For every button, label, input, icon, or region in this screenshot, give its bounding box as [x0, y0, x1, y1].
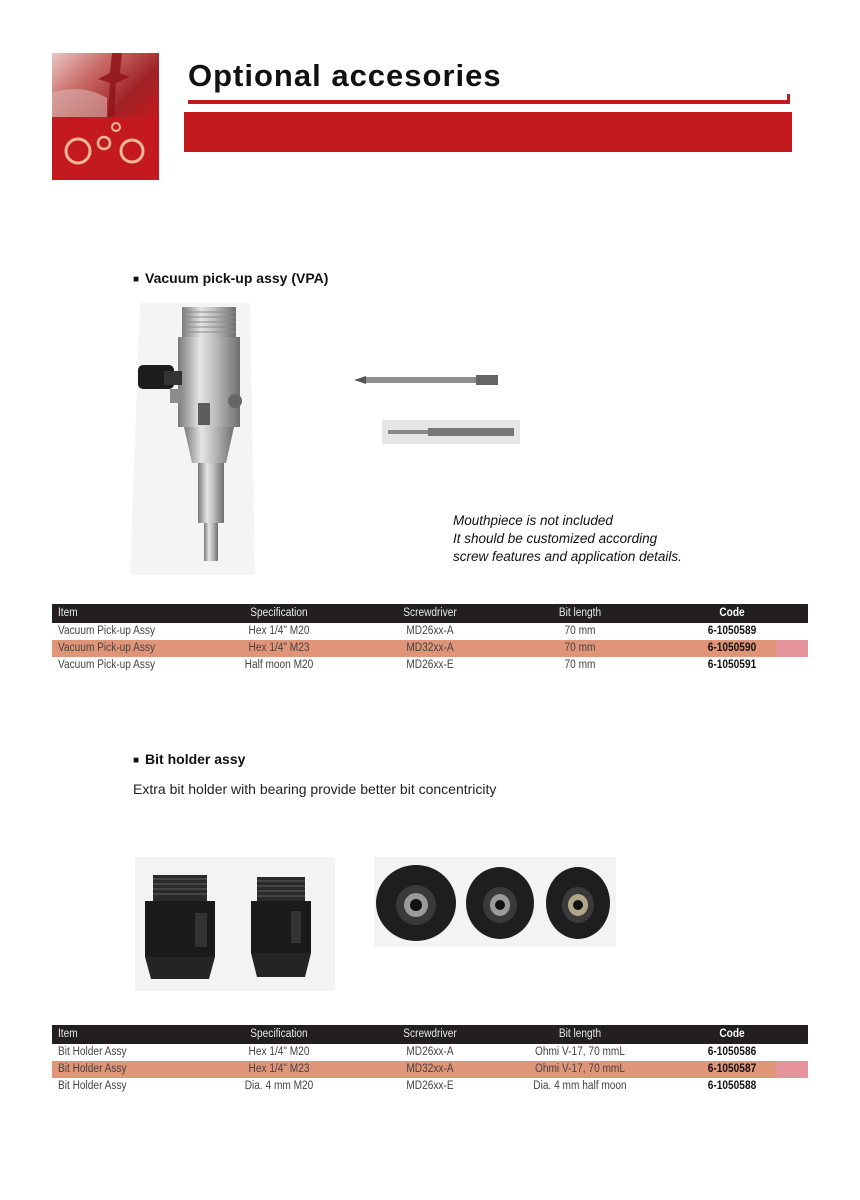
vpa-note-line-1: Mouthpiece is not included [453, 513, 613, 528]
row-highlight-tail [776, 1061, 808, 1078]
logo-circles-icon [60, 117, 155, 177]
table-row: Vacuum Pick-up Assy Hex 1/4" M20 MD26xx-A 70 mm 6-1050589 [52, 623, 808, 640]
vpa-note-line-2: It should be customized according [453, 531, 658, 546]
logo-photo [52, 53, 159, 117]
bit-holder-spec-table [52, 1025, 808, 1095]
vpa-product-photo [130, 303, 260, 575]
vpa-spec-table [52, 604, 808, 674]
cell-item: Bit Holder Assy [58, 1046, 127, 1058]
col-item: Item [58, 607, 78, 619]
square-bullet-icon: ■ [133, 274, 140, 285]
table-row: Bit Holder Assy Hex 1/4" M23 MD32xx-A Ohmi V-17, 70 mmL 6-1050587 [52, 1061, 808, 1078]
bit-holder-front-photo [374, 857, 616, 947]
page-title: Optional accesories [188, 58, 502, 93]
bit-holder-heading-text: Bit holder assy [145, 751, 246, 767]
table-row: Vacuum Pick-up Assy Half moon M20 MD26xx-E 70 mm 6-1050591 [52, 657, 808, 674]
square-bullet-icon: ■ [133, 755, 140, 766]
row-highlight-tail [776, 640, 808, 657]
table-row: Bit Holder Assy Hex 1/4" M20 MD26xx-A Ohmi V-17, 70 mmL 6-1050586 [52, 1044, 808, 1061]
cell-item: Vacuum Pick-up Assy [58, 642, 156, 654]
table-header-row: Item Specification Screwdriver Bit length Code [52, 1025, 808, 1044]
cell-item: Vacuum Pick-up Assy [58, 625, 156, 637]
table-header-row: Item Specification Screwdriver Bit length Code [52, 604, 808, 623]
vpa-bit-photo-1 [352, 370, 502, 390]
cell-item: Bit Holder Assy [58, 1063, 127, 1075]
col-item: Item [58, 1028, 78, 1040]
logo [52, 53, 159, 180]
bit-holder-heading [133, 751, 245, 767]
title-underline-end [787, 94, 790, 104]
cell-item: Vacuum Pick-up Assy [58, 659, 156, 671]
vpa-bit-photo-2 [382, 420, 520, 444]
vpa-note-line-3: screw features and application details. [453, 549, 682, 564]
screwdriver-tip-icon [52, 53, 159, 117]
bit-holder-side-photo [135, 857, 335, 991]
bit-holder-description: Extra bit holder with bearing provide better bit concentricity [133, 781, 497, 797]
title-underline [188, 100, 790, 104]
vpa-heading [133, 270, 328, 286]
cell-item: Bit Holder Assy [58, 1080, 127, 1092]
table-row: Bit Holder Assy Dia. 4 mm M20 MD26xx-E Dia. 4 mm half moon 6-1050588 [52, 1078, 808, 1095]
vpa-note [453, 512, 682, 566]
title-band [184, 112, 792, 152]
vpa-heading-text: Vacuum pick-up assy (VPA) [145, 270, 329, 286]
table-row: Vacuum Pick-up Assy Hex 1/4" M23 MD32xx-A 70 mm 6-1050590 [52, 640, 808, 657]
